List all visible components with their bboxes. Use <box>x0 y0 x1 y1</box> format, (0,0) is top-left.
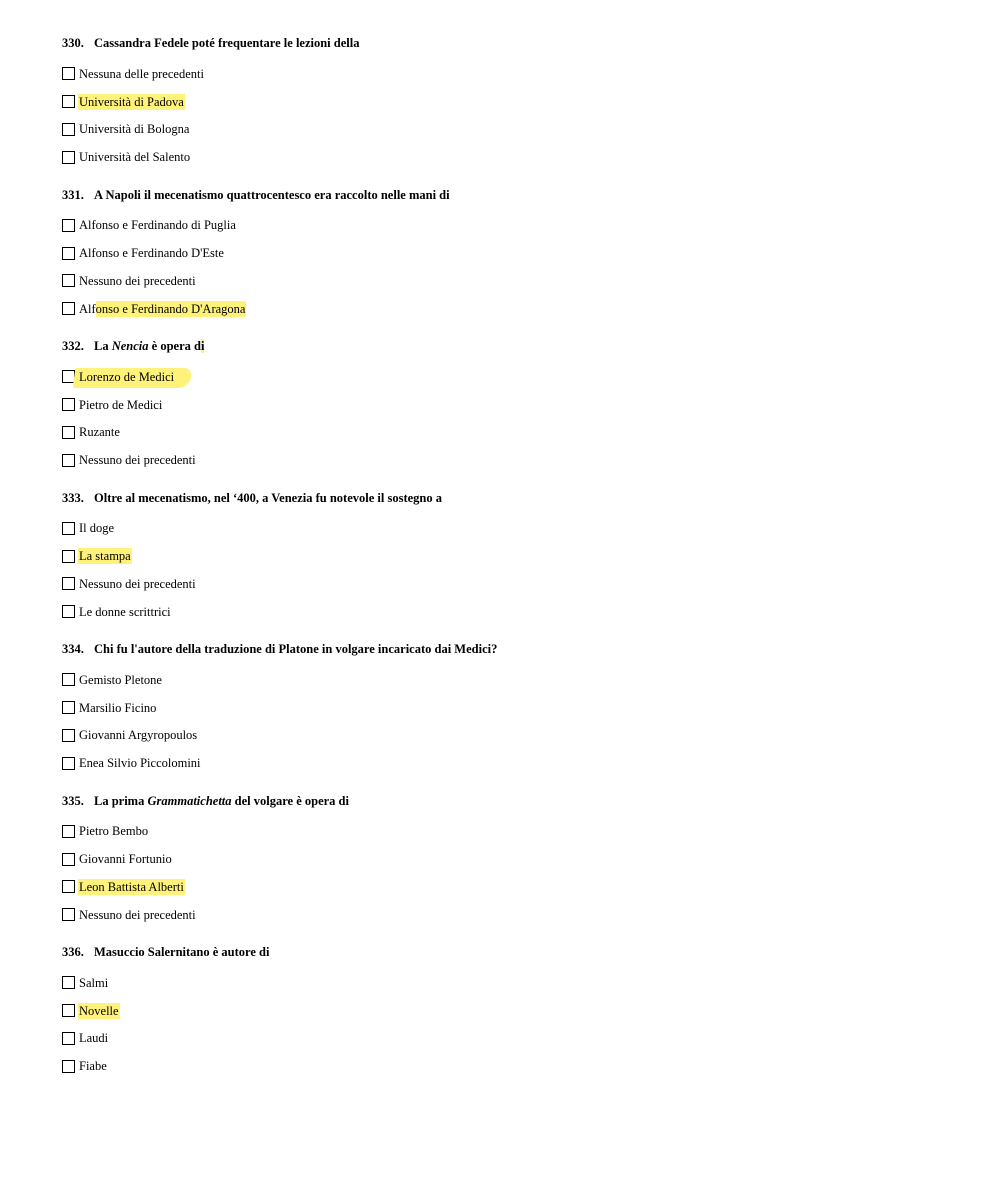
answer-checkbox[interactable] <box>62 522 75 535</box>
answer-checkbox[interactable] <box>62 550 75 563</box>
question-text: A Napoli il mecenatismo quattrocentesco era raccolto nelle mani di <box>94 187 450 202</box>
question-text-italic: Grammatichetta <box>147 793 232 808</box>
answer-option[interactable] <box>62 446 962 474</box>
answer-option[interactable] <box>62 542 962 570</box>
question-number: 330. <box>62 36 84 50</box>
question-336 <box>62 943 962 1095</box>
answer-label: Pietro de Medici <box>79 397 163 412</box>
answer-checkbox[interactable] <box>62 673 75 686</box>
answer-option[interactable] <box>62 88 962 116</box>
answer-label: Università del Salento <box>79 150 191 165</box>
answer-label-highlighted: Novelle <box>79 1003 119 1018</box>
answer-checkbox[interactable] <box>62 426 75 439</box>
question-332 <box>62 337 962 489</box>
question-text: Cassandra Fedele poté frequentare le lezioni della <box>94 36 360 50</box>
answer-option[interactable] <box>62 570 962 598</box>
answer-checkbox[interactable] <box>62 123 75 136</box>
answer-option[interactable] <box>62 818 962 846</box>
answer-label: Giovanni Fortunio <box>79 852 172 867</box>
answer-label: Ruzante <box>79 425 120 440</box>
answer-option[interactable] <box>62 749 962 777</box>
question-334 <box>62 640 962 792</box>
question-text-italic: Nencia <box>111 339 149 353</box>
question-text-before: La prima <box>94 793 148 808</box>
question-number: 332. <box>62 339 84 353</box>
question-333 <box>62 489 962 641</box>
answer-checkbox[interactable] <box>62 95 75 108</box>
answer-label-prefix: Alf <box>79 301 96 316</box>
answer-option[interactable] <box>62 239 962 267</box>
answer-label-highlighted: Lorenzo de Medici <box>79 369 175 384</box>
answer-checkbox[interactable] <box>62 67 75 80</box>
answer-option[interactable] <box>62 901 962 929</box>
question-title <box>62 186 962 204</box>
answer-label: Le donne scrittrici <box>79 604 171 619</box>
answer-checkbox[interactable] <box>62 880 75 893</box>
question-number: 333. <box>62 490 84 505</box>
question-text: Masuccio Salernitano è autore di <box>94 945 270 959</box>
question-title <box>62 792 962 810</box>
answer-label: Nessuna delle precedenti <box>79 66 204 81</box>
question-331 <box>62 186 962 338</box>
question-title <box>62 337 962 355</box>
answer-label-highlighted: Università di Padova <box>79 94 184 109</box>
answer-option[interactable] <box>62 116 962 144</box>
answer-option[interactable] <box>62 212 962 240</box>
answer-checkbox[interactable] <box>62 274 75 287</box>
answer-checkbox[interactable] <box>62 247 75 260</box>
answer-checkbox[interactable] <box>62 853 75 866</box>
answer-checkbox[interactable] <box>62 219 75 232</box>
answer-option[interactable] <box>62 694 962 722</box>
answer-checkbox[interactable] <box>62 908 75 921</box>
answer-label: Fiabe <box>79 1059 107 1074</box>
answer-label: Salmi <box>79 975 109 990</box>
quiz-page <box>62 34 962 1095</box>
answer-label: Alfonso e Ferdinando D'Este <box>79 246 224 261</box>
answer-label: Pietro Bembo <box>79 824 149 839</box>
question-title <box>62 34 962 52</box>
answer-option[interactable] <box>62 295 962 323</box>
answer-label: Alfonso e Ferdinando di Puglia <box>79 218 236 233</box>
answer-option[interactable] <box>62 60 962 88</box>
answer-checkbox[interactable] <box>62 1060 75 1073</box>
answer-label: Università di Bologna <box>79 122 190 137</box>
answer-checkbox[interactable] <box>62 1032 75 1045</box>
question-number: 336. <box>62 945 84 959</box>
answer-option[interactable] <box>62 845 962 873</box>
question-number: 335. <box>62 793 84 808</box>
answer-checkbox[interactable] <box>62 151 75 164</box>
question-title <box>62 489 962 507</box>
answer-checkbox[interactable] <box>62 976 75 989</box>
answer-option[interactable] <box>62 997 962 1025</box>
answer-option[interactable] <box>62 598 962 626</box>
answer-option[interactable] <box>62 666 962 694</box>
answer-label: Enea Silvio Piccolomini <box>79 756 201 771</box>
answer-checkbox[interactable] <box>62 605 75 618</box>
question-text-highlighted-tail: i <box>200 339 205 353</box>
question-text-after: è opera d <box>148 339 201 353</box>
answer-label: Nessuno dei precedenti <box>79 576 196 591</box>
question-text-before: La <box>94 339 112 353</box>
answer-label: Giovanni Argyropoulos <box>79 728 198 743</box>
answer-label: Laudi <box>79 1031 109 1046</box>
answer-checkbox[interactable] <box>62 302 75 315</box>
question-text: Chi fu l'autore della traduzione di Platone in volgare incaricato dai Medici? <box>94 642 498 656</box>
answer-checkbox[interactable] <box>62 701 75 714</box>
question-number: 331. <box>62 187 84 202</box>
answer-label: Il doge <box>79 521 115 536</box>
question-title <box>62 640 962 658</box>
answer-checkbox[interactable] <box>62 398 75 411</box>
answer-checkbox[interactable] <box>62 454 75 467</box>
answer-label: Nessuno dei precedenti <box>79 273 196 288</box>
answer-checkbox[interactable] <box>62 825 75 838</box>
answer-option[interactable] <box>62 391 962 419</box>
question-number: 334. <box>62 642 84 656</box>
question-text-after: del volgare è opera di <box>231 793 349 808</box>
question-335 <box>62 792 962 944</box>
answer-checkbox[interactable] <box>62 577 75 590</box>
answer-checkbox[interactable] <box>62 1004 75 1017</box>
answer-checkbox[interactable] <box>62 729 75 742</box>
answer-option[interactable] <box>62 873 962 901</box>
answer-label-highlighted: Leon Battista Alberti <box>79 879 184 894</box>
answer-label: Gemisto Pletone <box>79 672 162 687</box>
question-330 <box>62 34 962 186</box>
answer-option[interactable] <box>62 1025 962 1053</box>
answer-option[interactable] <box>62 143 962 171</box>
question-title <box>62 943 962 961</box>
answer-option[interactable] <box>62 722 962 750</box>
answer-label: Nessuno dei precedenti <box>79 453 196 468</box>
answer-option[interactable] <box>62 419 962 447</box>
answer-option[interactable] <box>62 1052 962 1080</box>
answer-label-highlighted: onso e Ferdinando D'Aragona <box>95 301 246 316</box>
answer-option[interactable] <box>62 267 962 295</box>
answer-option[interactable] <box>62 969 962 997</box>
answer-label: Marsilio Ficino <box>79 700 157 715</box>
answer-checkbox[interactable] <box>62 757 75 770</box>
answer-option[interactable] <box>62 515 962 543</box>
answer-label-highlighted: La stampa <box>79 549 131 564</box>
answer-option[interactable] <box>62 363 962 391</box>
answer-label: Nessuno dei precedenti <box>79 907 196 922</box>
question-text: Oltre al mecenatismo, nel ‘400, a Venezia fu notevole il sostegno a <box>94 490 442 505</box>
